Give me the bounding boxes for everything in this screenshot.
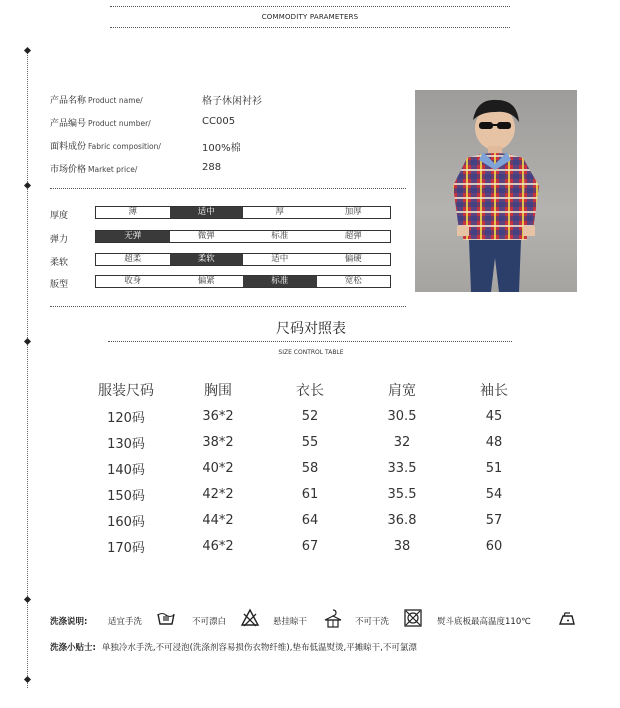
- care-text: 适宜手洗: [108, 617, 143, 627]
- param-label-en: Product name/: [88, 96, 143, 105]
- column-header: 肩宽: [388, 383, 416, 399]
- table-cell: 36.8: [387, 512, 417, 528]
- param-label-en: Fabric composition/: [88, 142, 161, 151]
- param-label-cn: 市场价格: [50, 165, 87, 175]
- param-label-cn: 面料成份: [50, 142, 87, 152]
- table-cell: 46*2: [202, 538, 234, 554]
- spec-option: 加厚: [344, 207, 362, 217]
- hand-wash-icon: [156, 608, 176, 628]
- spec-option: 适中: [271, 254, 289, 264]
- table-cell: 160码: [107, 514, 145, 530]
- table-cell: 52: [301, 408, 319, 424]
- param-row: [50, 162, 137, 175]
- param-label-cn: 产品名称: [50, 96, 87, 106]
- product-photo: [415, 90, 577, 292]
- diamond-marker: [24, 596, 31, 603]
- table-row: [80, 429, 540, 455]
- spec-label: 版型: [50, 280, 69, 290]
- param-value: 100%棉: [202, 143, 241, 154]
- boy-in-plaid-shirt-illustration: [415, 90, 577, 292]
- table-cell: 32: [393, 434, 411, 450]
- spec-label: 柔软: [50, 258, 69, 268]
- table-cell: 38*2: [202, 434, 234, 450]
- table-cell: 36*2: [202, 408, 234, 424]
- spec-option: 超弹: [344, 231, 362, 241]
- param-value: 288: [202, 162, 222, 173]
- care-label: 洗涤说明:: [50, 617, 88, 627]
- table-row: [80, 403, 540, 429]
- table-cell: 35.5: [387, 486, 417, 502]
- table-cell: 45: [485, 408, 503, 424]
- care-text: 不可漂白: [192, 617, 227, 627]
- column-header: 衣长: [296, 383, 324, 399]
- care-tips: [50, 641, 417, 653]
- table-cell: 170码: [107, 540, 145, 556]
- diamond-marker: [24, 676, 31, 683]
- size-table: [80, 377, 540, 559]
- iron-icon: [557, 609, 577, 629]
- table-cell: 60: [485, 538, 503, 554]
- column-header: 胸围: [204, 383, 232, 399]
- table-cell: 40*2: [202, 460, 234, 476]
- column-header: 袖长: [480, 383, 508, 399]
- param-row: [50, 93, 143, 106]
- care-text: 不可干洗: [355, 617, 390, 627]
- spec-option: 薄: [128, 207, 137, 217]
- spec-label: 弹力: [50, 235, 69, 245]
- table-cell: 44*2: [202, 512, 234, 528]
- spec-option: 标准: [243, 276, 317, 287]
- no-bleach-icon: [240, 608, 260, 628]
- specs-divider: [50, 306, 406, 307]
- param-label-cn: 产品编号: [50, 119, 87, 129]
- section-header: COMMODITY PARAMETERS: [261, 13, 359, 21]
- table-cell: 120码: [107, 410, 145, 426]
- table-row: [80, 481, 540, 507]
- header-top-divider: [110, 6, 510, 7]
- table-row: [80, 507, 540, 533]
- hang-dry-icon: [323, 608, 343, 628]
- spec-label: 厚度: [50, 211, 69, 221]
- spec-bar-thickness: [95, 206, 391, 219]
- diamond-marker: [24, 182, 31, 189]
- spec-option: 厚: [275, 207, 284, 217]
- spec-bar-fit: [95, 275, 391, 288]
- spec-option: 超柔: [124, 254, 142, 264]
- spec-option: 适中: [170, 207, 244, 218]
- care-text: 熨斗底板最高温度110℃: [437, 617, 531, 627]
- table-cell: 57: [485, 512, 503, 528]
- diamond-marker: [24, 338, 31, 345]
- param-value: 格子休闲衬衫: [202, 96, 262, 107]
- column-header: 服装尺码: [98, 383, 154, 399]
- no-dry-clean-icon: [403, 608, 423, 628]
- spec-bar-elasticity: [95, 230, 391, 243]
- table-cell: 51: [485, 460, 503, 476]
- table-cell: 30.5: [387, 408, 417, 424]
- size-table-title: 尺码对照表: [276, 321, 346, 337]
- param-row: [50, 139, 161, 152]
- size-table-subtitle: SIZE CONTROL TABLE: [278, 349, 344, 356]
- spec-bar-softness: [95, 253, 391, 266]
- table-cell: 38: [393, 538, 411, 554]
- diamond-marker: [24, 47, 31, 54]
- param-label-en: Product number/: [88, 119, 151, 128]
- table-cell: 58: [301, 460, 319, 476]
- care-text: 悬挂晾干: [273, 617, 308, 627]
- table-cell: 150码: [107, 488, 145, 504]
- size-title-divider: [108, 341, 512, 342]
- care-tips-text: 单独冷水手洗,不可浸泡(洗涤剂容易损伤衣物纤维),垫布低温熨烫,平摊晾干,不可氯漂: [101, 643, 417, 653]
- spec-option: 偏紧: [197, 276, 215, 286]
- spec-option: 标准: [271, 231, 289, 241]
- table-row: [80, 533, 540, 559]
- table-cell: 48: [485, 434, 503, 450]
- spec-option: 偏硬: [344, 254, 362, 264]
- spec-option: 无弹: [96, 231, 170, 242]
- care-tips-label: 洗涤小贴士:: [50, 643, 96, 653]
- table-cell: 42*2: [202, 486, 234, 502]
- table-cell: 54: [485, 486, 503, 502]
- table-cell: 64: [301, 512, 319, 528]
- spec-option: 柔软: [170, 254, 244, 265]
- params-divider: [50, 188, 406, 189]
- spec-option: 微弹: [197, 231, 215, 241]
- spec-option: 宽松: [344, 276, 362, 286]
- table-cell: 61: [301, 486, 319, 502]
- param-row: [50, 116, 151, 129]
- table-cell: 67: [301, 538, 319, 554]
- table-cell: 130码: [107, 436, 145, 452]
- table-row: [80, 455, 540, 481]
- param-value: CC005: [202, 116, 236, 127]
- left-border-line: [27, 52, 28, 688]
- header-bottom-divider: [110, 27, 510, 28]
- param-label-en: Market price/: [88, 165, 138, 174]
- table-cell: 33.5: [387, 460, 417, 476]
- table-cell: 55: [301, 434, 319, 450]
- size-table-header-row: [80, 377, 540, 403]
- spec-option: 收身: [124, 276, 142, 286]
- table-cell: 140码: [107, 462, 145, 478]
